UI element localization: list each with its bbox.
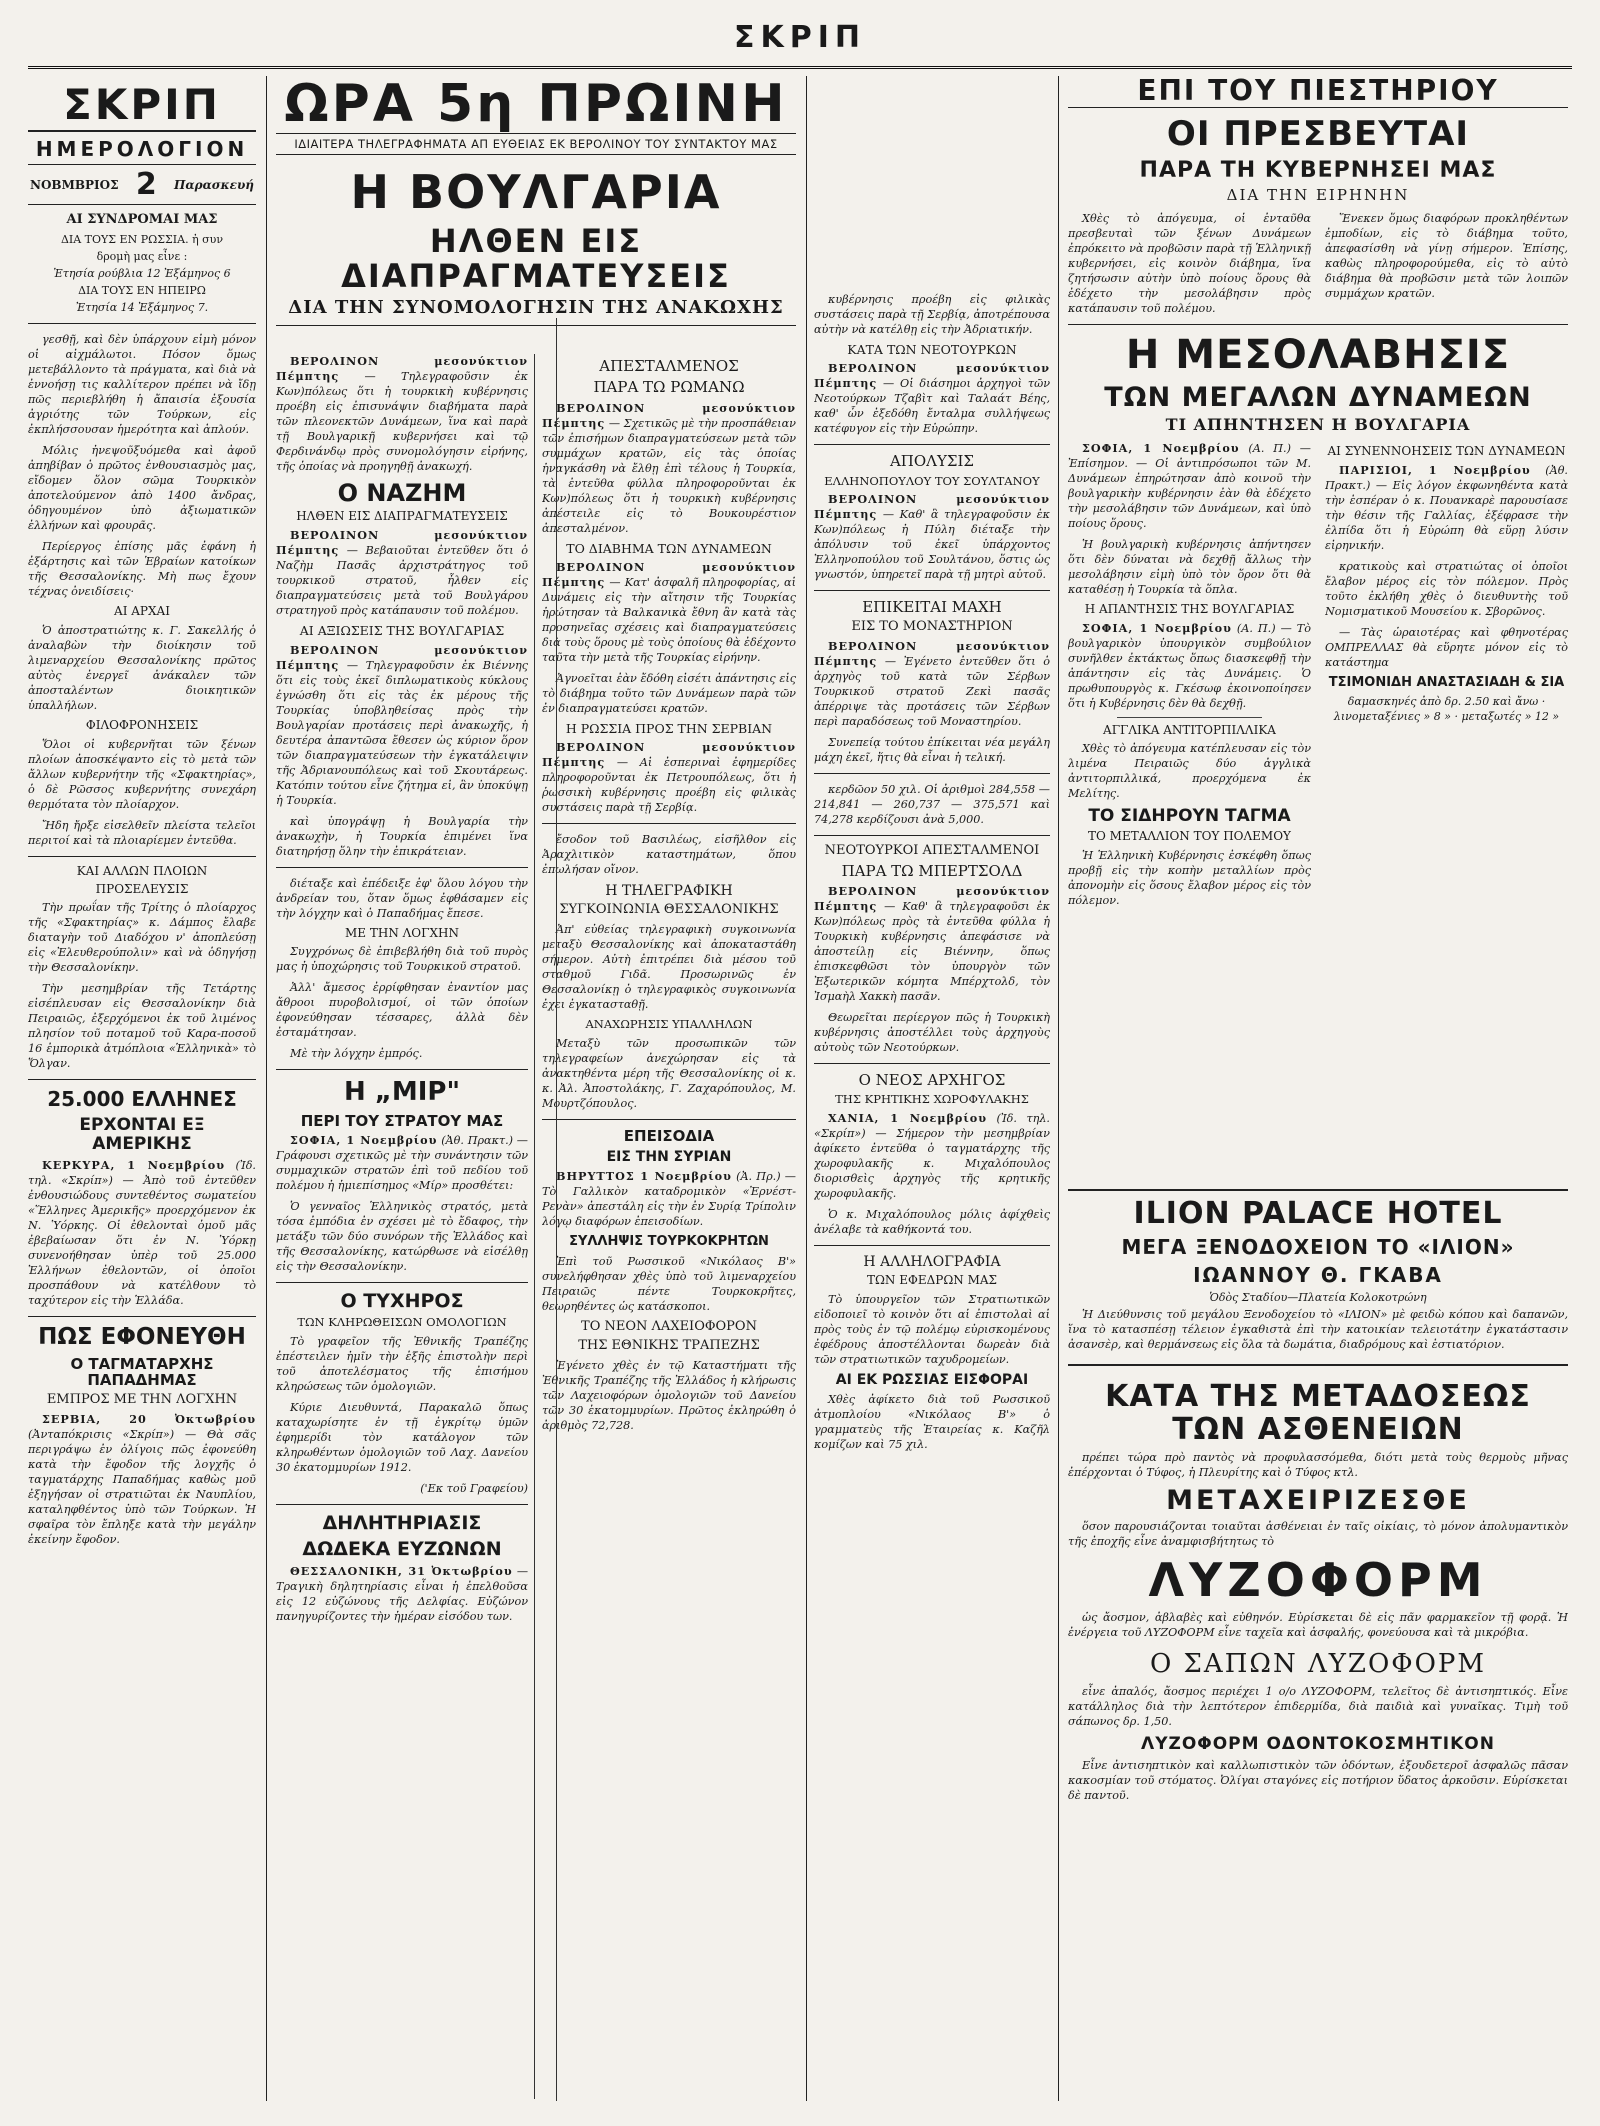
headline: ΤΗΣ ΕΘΝΙΚΗΣ ΤΡΑΠΕΖΗΣ bbox=[578, 1337, 760, 1353]
subs-title: ΑΙ ΣΥΝΔΡΟΜΑΙ ΜΑΣ bbox=[66, 212, 218, 228]
advert-headline: ΜΕΤΑΧΕΙΡΙΖΕΣΘΕ bbox=[1166, 1484, 1470, 1516]
subs-line: ΔΙΑ ΤΟΥΣ ΕΝ ΡΩΣΣΙΑ. ἡ συν bbox=[60, 233, 224, 247]
article-text: καὶ ὑπογράψῃ ἡ Βουλγαρία τὴν ἀνακωχὴν, ἡ Τουρκία ἐπιμένει ἵνα διατηρήσῃ ὅλην τὴν ἐπικράτειαν. bbox=[276, 814, 528, 858]
article-text: Ἕνεκεν ὅμως διαφόρων προκληθέντων ἐμποδίων, εἰς τὸ διάβημα τοῦτο, ἀπεφασίσθη νὰ γίνῃ σήμερον. Ἐπίσης, καθὼς πληροφορούμεθα, εἰς τὸ αὐτὸ διάβημα θὰ προβῶσιν μετὰ τῶν λοιπῶν συμμάχων κρατῶν. bbox=[1325, 211, 1568, 300]
hotel-address: Ὁδὸς Σταδίου—Πλατεία Κολοκοτρώνη bbox=[1209, 1290, 1427, 1304]
article-text: Μὲ τὴν λόγχην ἐμπρός. bbox=[290, 1047, 423, 1061]
masthead: ΣΚΡΙΠ bbox=[734, 20, 866, 55]
subs-line: ΔΙΑ ΤΟΥΣ ΕΝ ΗΠΕΙΡΩ bbox=[78, 284, 206, 298]
article-text: Τὴν μεσημβρίαν τῆς Τετάρτης εἰσέπλευσαν εἰς Θεσσαλονίκην διὰ Πειραιῶς, ἐξερχόμενοι ἐκ τοῦ λιμένος πλησίον τοῦ ποταμοῦ τοῦ Καρα-ποσοῦ 16 ἐμπορικὰ ἀτμόπλοια «Ἑλληνικὰ» τὸ Ὅλγαν. bbox=[28, 982, 256, 1071]
article-text: Χθὲς ἀφίκετο διὰ τοῦ Ρωσσικοῦ ἀτμοπλοίου «Νικόλαος Β'» ὁ γραμματεὺς τῆς Ἑταιρείας κ. Καζῆλ κομίζων καὶ 75 χιλ. bbox=[814, 1392, 1050, 1451]
hotel-name-greek: ΜΕΓΑ ΞΕΝΟΔΟΧΕΙΟΝ ΤΟ «ΙΛΙΟΝ» bbox=[1121, 1234, 1515, 1259]
headline: ΤΩΝ ΜΕΓΑΛΩΝ ΔΥΝΑΜΕΩΝ bbox=[1104, 381, 1532, 413]
article-text: — Βεβαιοῦται ἐντεῦθεν ὅτι ὁ Ναζὴμ Πασᾶς ἀρχιστράτηγος τοῦ τουρκικοῦ στρατοῦ, ἦλθεν εἰς διαπραγματεύσεις μετὰ τοῦ Βουλγάρου στρατηγοῦ πρὸς κατάπαυσιν τοῦ πολέμου. bbox=[276, 544, 528, 618]
dateline: ΒΕΡΟΛΙΝΟΝ μεσονύκτιον Πέμπτης bbox=[276, 528, 528, 558]
article-text: ἔσοδον τοῦ Βασιλέως, εἰσῆλθον εἰς Ἀραχλιτικὸν καταστημάτων, ὅπου ἐπωλήσαν οἴνον. bbox=[542, 833, 796, 877]
article-text: Χθὲς τὸ ἀπόγευμα κατέπλευσαν εἰς τὸν λιμένα Πειραιῶς δύο ἀγγλικὰ ἀντιτορπιλλικά, προερχόμενα ἐκ Μελίτης. bbox=[1068, 742, 1311, 801]
subheadline: ΗΛΘΕΝ ΕΙΣ ΔΙΑΠΡΑΓΜΑΤΕΥΣΕΙΣ bbox=[296, 509, 508, 524]
banner-subline: ΙΔΙΑΙΤΕΡΑ ΤΗΛΕΓΡΑΦΗΜΑΤΑ ΑΠ ΕΥΘΕΙΑΣ ΕΚ ΒΕΡΟΛΙΝΟΥ ΤΟΥ ΣΥΝΤΑΚΤΟΥ ΜΑΣ bbox=[276, 133, 796, 155]
article-text: Μόλις ἠνεψοῦξυόμεθα καὶ ἀφοῦ ἀπηβίβαν ὁ πρῶτος ἐνθουσιασμὸς μας, εἴδομεν ὅλον σῶμα Τουρκικὸν ἀποτελούμενον ἀπὸ 1400 ἄνδρας, ὁδηγουμένον ὑπὸ ἀξιωματικῶν ἑλλήνων καὶ φρουρᾶς. bbox=[28, 444, 256, 533]
article-text: Ὁ γενναῖος Ἑλληνικὸς στρατός, μετὰ τόσα ἐμπόδια ἐν σχέσει μὲ τὸ ἔδαφος, τὴν μετάξυ τῶν δύο συνόρων τῆς Ἑλλάδος καὶ τῆς Θεσσαλονίκης, κατώρθωσε νὰ εἰσέλθῃ εἰς τὴν Θεσσαλονίκην. bbox=[276, 1200, 528, 1274]
headline: ΔΗΛΗΤΗΡΙΑΣΙΣ bbox=[322, 1511, 482, 1534]
advert-text: εἶνε ἁπαλός, ἄοσμος περιέχει 1 ο/ο ΛΥΖΟΦΟΡΜ, τελεῖτος δὲ ἀντισηπτικός. Εἶνε κατάλληλος διὰ τὴν λεπτότερον ἐπιδερμίδα, διὰ παιδιὰ καὶ γυναῖκας. Τιμὴ τοῦ σάπωνος δρ. 1,50. bbox=[1068, 1684, 1568, 1728]
subs-line: Ἐτησία 14 Ἐξάμηνος 7. bbox=[75, 301, 209, 315]
article-text: (Α. Π.) — Τὸ βουλγαρικὸν ὑπουργικὸν συμβούλιον συνῆλθεν ἐκτάκτως ὅπως διασκεφθῇ τὴν ἀπάντησιν εἰς τὰς Δυνάμεις. Ὁ πρωθυπουργὸς κ. Γκέσωφ ἐκοινοποίησεν ὅτι ἡ Κυβέρνησις δὲν θὰ δεχθῇ. bbox=[1068, 621, 1311, 710]
article-text: Ὁ κ. Μιχαλόπουλος μόλις ἀφίχθεὶς ἀνέλαβε τὰ καθήκοντά του. bbox=[814, 1207, 1050, 1236]
main-headline: Η ΒΟΥΛΓΑΡΙΑ bbox=[350, 165, 722, 220]
article-text: — Τηλεγραφοῦσιν ἐκ Βιέννης ὅτι εἰς τοὺς ἐκεῖ διπλωματικοὺς κύκλους ἐγνώσθη ὅτι εἰς τὰς ἐκ μέρους τῆς Τουρκίας ὑποβληθείσας πρὸς τὴν Βουλγαρίαν προτάσεις περὶ ἀνακωχῆς, ἡ δευτέρα ἀπαντῶσα ἔθεσεν ὡς κύριον ὅρον τῶν διαπραγματεύσεων τὴν ἐγκατάλειψιν τῆς Ἀδριανουπόλεως καὶ τοῦ Σκουτάρεως. Κατόπιν τούτου εἶνε ζήτημα εἰ, ἃν ὑποκύψῃ ἡ Τουρκία. bbox=[276, 658, 528, 807]
advert-prices: δαμασκηνές ἀπὸ δρ. 2.50 καὶ ἄνω · λινομεταξένιες » 8 » · μεταξωτές » 12 » bbox=[1333, 694, 1560, 723]
article-text: — Τὰς ὡραιοτέρας καὶ φθηνοτέρας ΟΜΠΡΕΛΛΑΣ θὰ εὕρητε μόνον εἰς τὸ κατάστημα bbox=[1325, 625, 1568, 669]
dateline: ΣΟΦΙΑ, 1 Νοεμβρίου bbox=[290, 1133, 438, 1148]
article-text: κρατικοὺς καὶ στρατιώτας οἱ ὁποῖοι ἔλαβον μέρος εἰς τὸν πόλεμον. Πρὸς τοῦτο ἐκλήθη χθὲς ὁ διευθυντὴς τοῦ Νομισματικοῦ Μουσείου κ. Σβορῶνος. bbox=[1325, 559, 1568, 618]
article-text: Θεωρεῖται περίεργον πῶς ἡ Τουρκικὴ κυβέρνησις ἀποστέλλει τοὺς ἀρχηγοὺς αὐτοὺς τῶν Νεοτούρκων. bbox=[814, 1011, 1050, 1055]
headline: ΤΟ ΣΙΔΗΡΟΥΝ ΤΑΓΜΑ bbox=[1088, 806, 1291, 827]
date-weekday: Παρασκευή bbox=[174, 177, 254, 192]
subs-line: δρομὴ μας εἶνε : bbox=[96, 250, 188, 264]
article-text: Συγχρόνως δὲ ἐπιβεβλήθη διὰ τοῦ πυρὸς μας ἡ ὑποχώρησις τοῦ Τουρκικοῦ στρατοῦ. bbox=[276, 945, 528, 974]
divider bbox=[814, 444, 1050, 445]
subheadline: ΑΙ ΑΞΙΩΣΕΙΣ ΤΗΣ ΒΟΥΛΓΑΡΙΑΣ bbox=[299, 623, 505, 639]
dateline: ΒΗΡΥΤΤΟΣ 1 Νοεμβρίου bbox=[556, 1169, 732, 1184]
advert-headline: ΚΑΤΑ ΤΗΣ ΜΕΤΑΔΟΣΕΩΣ ΤΩΝ ΑΣΘΕΝΕΙΩΝ bbox=[1105, 1378, 1531, 1447]
article-text: Κύριε Διευθυντά, Παρακαλῶ ὅπως καταχωρίσητε ἐν τῇ ἐγκρίτῳ ὑμῶν ἐφημερίδι τὸν κατάλογον τῶν κληρωθέντων ὁμολογιῶν τοῦ Λαχ. Δανείου 30 ἑκατομμυρίων 1912. bbox=[276, 1400, 528, 1474]
headline: ΣΥΓΚΟΙΝΩΝΙΑ ΘΕΣΣΑΛΟΝΙΚΗΣ bbox=[559, 902, 779, 918]
dateline: ΠΑΡΙΣΙΟΙ, 1 Νοεμβρίου bbox=[1339, 462, 1531, 477]
article-text: Ἤδη ἤρξε εἰσελθεῖν πλείστα τελεῖοι περιτοί καὶ τὰ πλοιαρίεμεν ἐντεῦθα. bbox=[28, 818, 256, 847]
headline: ΕΙΣ ΤΗΝ ΣΥΡΙΑΝ bbox=[606, 1149, 732, 1165]
main-headline-tag: ΔΙΑ ΤΗΝ ΣΥΝΟΜΟΛΟΓΗΣΙΝ ΤΗΣ ΑΝΑΚΩΧΗΣ bbox=[288, 297, 784, 319]
headline: Ο ΝΑΖΗΜ bbox=[337, 479, 467, 507]
divider bbox=[1068, 324, 1568, 325]
headline: ΑΠΟΛΥΣΙΣ bbox=[889, 452, 975, 471]
article-text: Χθὲς τὸ ἀπόγευμα, οἱ ἐνταῦθα πρεσβευταὶ τῶν ξένων Δυνάμεων ἐπρόκειτο νὰ προβῶσιν παρὰ τῇ Ἑλληνικῇ κυβερνήσει, εἰς κοινὸν διάβημα, ἵνα ζητήσωσιν αὐτὴν ὑπὸ ποίους ὅρους θὰ ἐδέχετο τὴν μεσολάβησιν πρὸς κατάπαυσιν τοῦ πολέμου. bbox=[1068, 211, 1311, 315]
article-text: Ἐγένετο χθὲς ἐν τῷ Καταστήματι τῆς Ἐθνικῆς Τραπέζης τῆς Ἑλλάδος ἡ κλήρωσις τῶν Λαχειοφόρων ὁμολογιῶν τοῦ Δανείου τῶν 30 ἑκατομμυρίων. Πρῶτος ἐκληρώθη ὁ ἀριθμὸς 72,728. bbox=[542, 1358, 796, 1432]
article-text: Τὴν πρωΐαν τῆς Τρίτης ὁ πλοίαρχος τῆς «Σφακτηρίας» κ. Δάμπος ἔλαβε διαταγὴν τοῦ Διαδόχου ν' ἀποπλεύσῃ εἰς «Ἐλευθερούπολιν» καὶ νὰ ὁδηγήσῃ τὴν Θεσσαλονίκην. bbox=[28, 901, 256, 975]
third-column bbox=[814, 292, 1050, 2100]
headline: ΑΠΕΣΤΑΛΜΕΝΟΣ bbox=[599, 357, 739, 375]
article-text: Ἀπ' εὐθείας τηλεγραφικὴ συγκοινωνία μεταξὺ Θεσσαλονίκης καὶ ἀποκαταστάθη σήμερον. Αὐτὴ ἐπιτρέπει διὰ μέσου τοῦ σταθμοῦ Γιδᾶ. Προσωρινῶς ἐν Θεσσαλονίκῃ ὁ τηλεγραφικὸς συγκοινωνία ἐχει ἐγκατασταθῇ. bbox=[542, 923, 796, 1012]
hotel-advert bbox=[1068, 1189, 1568, 1366]
subheadline: ΤΟ ΜΕΤΑΛΛΙΟΝ ΤΟΥ ΠΟΛΕΜΟΥ bbox=[1088, 828, 1291, 843]
article-text: Ἀγνοεῖται ἐὰν ἔδόθη εἰσέτι ἀπάντησις εἰς τὸ διάβημα τοῦτο τῶν Δυνάμεων παρὰ τῶν ἐν διαπραγματεύσει κρατῶν. bbox=[542, 671, 796, 715]
divider bbox=[814, 590, 1050, 591]
headline: ΟΙ ΠΡΕΣΒΕΥΤΑΙ bbox=[1166, 113, 1470, 154]
article-text: διέταξε καὶ ἐπέδειξε ἐφ' ὅλου λόγου τὴν ἀνδρείαν του, ὅταν ὅμως ἐφθάσαμεν εἰς τὴν λόγχην καὶ ὁ Παπαδήμας ἔπεσε. bbox=[276, 876, 528, 920]
subheadline: ΔΙΑ ΤΗΝ ΕΙΡΗΝΗΝ bbox=[1226, 186, 1410, 205]
advert-text: ὅσον παρουσιάζονται τοιαῦται ἀσθένειαι ἐν ταῖς οἰκίαις, τὸ μόνον ἀπολυμαντικὸν τῆς ἐποχῆς εἶνε ἀναμφισβήτητως τὸ bbox=[1068, 1520, 1568, 1549]
headline: ΑΙ ΕΚ ΡΩΣΣΙΑΣ ΕΙΣΦΟΡΑΙ bbox=[835, 1371, 1029, 1388]
column-rule bbox=[1058, 76, 1059, 2101]
dateline: ΒΕΡΟΛΙΝΟΝ μεσονύκτιον Πέμπτης bbox=[542, 559, 796, 589]
article-text: Ἡ Ἑλληνικὴ Κυβέρνησις ἐσκέφθη ὅπως προβῇ εἰς τὴν κοπὴν μεταλλίων πρὸς ἀπονομὴν εἰς ὅσους ἔλαβον μέρος εἰς τὸν πόλεμον. bbox=[1068, 848, 1311, 907]
dateline: ΒΕΡΟΛΙΝΟΝ μεσονύκτιον Πέμπτης bbox=[276, 354, 528, 383]
subheadline: Η ΡΩΣΣΙΑ ΠΡΟΣ ΤΗΝ ΣΕΡΒΙΑΝ bbox=[565, 720, 773, 736]
hotel-text: Ἡ Διεύθυνσις τοῦ μεγάλου Ξενοδοχείου τὸ «ΙΛΙΟΝ» μὲ φειδὼ κόπου καὶ δαπανῶν, ἵνα τὸ κατασπέσῃ τέλειον ἐγκαθιστὰ ἐπὶ τὴν κατοικίαν τελειοτάτην ἐγκατάστασιν ἀσανσὲρ, καὶ θερμάνσεως εἰς ὅλα τὰ δωμάτια, διαδρόμους καὶ ἑστιατόριον. bbox=[1068, 1307, 1568, 1351]
right-block bbox=[1068, 76, 1568, 2101]
article-text: Ὅλοι οἱ κυβερνῆται τῶν ξένων πλοίων ἀποσκέψαντο εἰς τὸ μετὰ τῶν ἄλλων κυβερνήτην τῆς «Σφακτηρίας», ὁ δὲ Ρῶσσος κυβερνήτης συνεχάρη θερμότατα τὸν πλοίαρχον. bbox=[28, 737, 256, 811]
advert-text: ὡς ἄοσμον, ἀβλαβὲς καὶ εὐθηνόν. Εὑρίσκεται δὲ εἰς πᾶν φαρμακεῖον τῇ φορᾷ. Ἡ ἐνέργεια τοῦ ΛΥΖΟΦΟΡΜ εἶνε ταχεῖα καὶ ἀσφαλής, φονεύουσα καὶ τὰ μικρόβια. bbox=[1068, 1610, 1568, 1639]
article-text: Τὸ ὑπουργεῖον τῶν Στρατιωτικῶν εἰδοποιεῖ τὸ κοινὸν ὅτι αἱ ἐπιστολαὶ αἱ πρὸς τοὺς ἐν τῷ πολέμῳ εὑρισκομένους ἐφέδρους ἀποστέλλονται δωρεὰν διὰ τῶν στρατιωτικῶν ταχυδρομείων. bbox=[814, 1292, 1050, 1366]
dateline: ΣΟΦΙΑ, 1 Νοεμβρίου bbox=[1082, 440, 1240, 455]
dateline: ΣΟΦΙΑ, 1 Νοεμβρίου bbox=[1082, 620, 1232, 635]
headline: 25.000 ΕΛΛΗΝΕΣ bbox=[47, 1087, 237, 1112]
dateline: ΒΕΡΟΛΙΝΟΝ μεσονύκτιον Πέμπτης bbox=[814, 884, 1050, 914]
advert-brand: ΛΥΖΟΦΟΡΜ bbox=[1148, 1553, 1488, 1608]
headline: ΠΑΡΑ ΤΩ ΡΩΜΑΝΩ bbox=[593, 378, 745, 397]
headline: Η „ΜΙΡ" bbox=[343, 1077, 461, 1108]
section-heading: ΚΑΙ ΑΛΛΩΝ ΠΛΟΙΩΝ bbox=[76, 863, 208, 878]
main-headline-sub: ΗΛΘΕΝ ΕΙΣ ΔΙΑΠΡΑΓΜΑΤΕΥΣΕΙΣ bbox=[341, 221, 731, 295]
article-text: Ἡ βουλγαρικὴ κυβέρνησις ἀπήντησεν ὅτι δὲν δύναται νὰ δεχθῇ ἄλλως τὴν μεσολάβησιν εἰμὴ ὑπὸ τὸν ὅρον ὅτι θὰ καταθέσῃ ἡ Τουρκία τὰ ὅπλα. bbox=[1068, 537, 1311, 596]
divider bbox=[1117, 717, 1263, 718]
advert-text: Εἶνε ἀντισηπτικὸν καὶ καλλωπιστικὸν τῶν ὀδόντων, ἐξουδετεροῖ ἀσφαλῶς πᾶσαν κακοσμίαν τοῦ στόματος. Ὀλίγαι σταγόνες εἰς ποτήριον ὕδατος ἀρκοῦσιν. Εὑρίσκεται δὲ παντοῦ. bbox=[1068, 1758, 1568, 1802]
headline: ΔΩΔΕΚΑ ΕΥΖΩΝΩΝ bbox=[302, 1538, 502, 1561]
divider bbox=[814, 1063, 1050, 1064]
subheadline: ΕΛΛΗΝΟΠΟΥΛΟΥ ΤΟΥ ΣΟΥΛΤΑΝΟΥ bbox=[824, 473, 1040, 488]
subheadline: ΤΩΝ ΚΛΗΡΩΘΕΙΣΩΝ ΟΜΟΛΟΓΙΩΝ bbox=[297, 1315, 507, 1330]
headline: Ο ΤΥΧΗΡΟΣ bbox=[340, 1290, 464, 1313]
article-text: — Καθ' ἃ τηλεγραφοῦσιν ἐκ Κων)πόλεως ἡ Πύλη διέταξε τὴν ἀπόλυσιν τοῦ ἐκεῖ ὑπάρχοντος Ἑλληνοπούλου τοῦ Σουλτάνου, ὅστις ὡς γνωστόν, ὑπηρετεῖ παρὰ τῇ μητρὶ αὐτοῦ. bbox=[814, 507, 1050, 581]
dateline: ΚΕΡΚΥΡΑ, 1 Νοεμβρίου bbox=[42, 1157, 225, 1172]
hotel-owner: ΙΩΑΝΝΟΥ Θ. ΓΚΑΒΑ bbox=[1193, 1262, 1443, 1287]
subheadline: ΤΩΝ ΕΦΕΔΡΩΝ ΜΑΣ bbox=[866, 1272, 998, 1287]
article-text: Συνεπείᾳ τούτου ἐπίκειται νέα μεγάλη μάχη ἐκεῖ, ἥτις θὰ εἶναι ἡ τελική. bbox=[814, 736, 1050, 765]
article-text: (Ἀθ. Πρακτ.) — Γράφουσι σχετικῶς μὲ τὴν συνάντησιν τῶν συμμαχικῶν στρατῶν ἐπὶ τοῦ πεδίου τοῦ πολέμου ἡ ἡμιεπίσημος «Μίρ» προσθέτει: bbox=[276, 1134, 528, 1193]
banner-headline: ΩΡΑ 5η ΠΡΩΙΝΗ bbox=[284, 76, 788, 134]
dateline: ΒΕΡΟΛΙΝΟΝ μεσονύκτιον Πέμπτης bbox=[542, 740, 796, 770]
article-text: Ἀλλ' ἄμεσος ἐρρίφθησαν ἐναντίον μας ἄθροοι πυροβολισμοί, οἱ τῶν ὁποίων ἐφονεύθησαν τέσσαρες, ἀλλὰ δὲν ἐσταμάτησαν. bbox=[276, 981, 528, 1040]
subheadline: ΚΑΤΑ ΤΩΝ ΝΕΟΤΟΥΡΚΩΝ bbox=[847, 342, 1017, 357]
date-month: ΝΟΒΜΒΡΙΟΣ bbox=[30, 177, 119, 192]
article-text: Ὁ ἀποστρατιώτης κ. Γ. Σακελλής ὁ ἀναλαβὼν τὴν διοίκησιν τοῦ λιμεναρχείου Θεσσαλονίκης πρῶτος αὐτὸς ἐνεργεῖ ἀνάκαλεν τῶν ἀποσταλέντων διοικητικῶν ὑπαλλήλων. bbox=[28, 623, 256, 712]
article-text: γεσθῇ, καὶ δὲν ὑπάρχουν εἰμὴ μόνον οἱ αἰχμάλωτοι. Πόσον ὅμως μετεβάλλοντο τὰ πράγματα, καὶ διὰ νὰ ἐννοήσῃ τις καλλίτερον πρέπει νὰ ἴδῃ πῶς περιεβλήθη ἡ ἄπαισία ἐξουσία ἀγριότης τῶν Τούρκων, εἰς ἐκπλήσσουσαν ἡμερότητα καὶ ἁπλούν. bbox=[28, 333, 256, 437]
article-text: — Καθ' ἃ τηλεγραφοῦσι ἐκ Κων)πόλεως πρὸς τὰ ἐντεῦθα φύλλα ἡ Τουρκικὴ κυβέρνησις ἀπεφάσισε νὰ ἀποστείλῃ εἰς Βιέννην, ὅπως ἐπισκεφθῶσι τὸν ὑπουργὸν τῶν Ἐξωτερικῶν κόμητα Μπέρχτολδ, τὸν Ἰσμαὴλ Χακκὴ πασᾶν. bbox=[814, 900, 1050, 1004]
article-text: Μεταξὺ τῶν προσωπικῶν τῶν τηλεγραφείων ἀνεχώρησαν εἰς τὰ ἀνακτηθέντα μέρη τῆς Θεσσαλονίκης οἱ κ. κ. Ἀλ. Ἀποστολάκης, Γ. Ζαχαρόπουλος, Μ. Μουρτζόπουλος. bbox=[542, 1036, 796, 1110]
headline: ΕΠΕΙΣΟΔΙΑ bbox=[623, 1126, 715, 1145]
headline: ΕΡΧΟΝΤΑΙ ΕΞ ΑΜΕΡΙΚΗΣ bbox=[79, 1115, 205, 1154]
article-text: — Ἐγένετο ἐντεῦθεν ὅτι ὁ ἀρχηγὸς τοῦ κατὰ τῶν Σέρβων Τουρκικοῦ στρατοῦ Ζεκὶ πασᾶς ἀπέρριψε τὰς προτάσεις τῶν Σέρβων περὶ παραδόσεως τοῦ Μοναστηρίου. bbox=[814, 655, 1050, 729]
article-text: — Οἱ διάσημοι ἀρχηγοὶ τῶν Νεοτούρκων Τζαβὶτ καὶ Ταλαάτ Βέης, καθ' ὧν ἐξεδόθη ἔνταλμα συλλήψεως κατέφυγον εἰς τὴν Εὐρώπην. bbox=[814, 377, 1050, 436]
subheadline: ΤΙ ΑΠΗΝΤΗΣΕΝ Η ΒΟΥΛΓΑΡΙΑ bbox=[1165, 415, 1471, 435]
article-text: κερδῶον 50 χιλ. Οἱ ἀριθμοὶ 284,558 — 214,841 — 260,737 — 375,571 καὶ 74,278 κερδίζουσι ἀνὰ 5,000. bbox=[814, 783, 1050, 827]
article-text: (Α. Π.) — Ἐπίσημον. — Οἱ ἀντιπρόσωποι τῶν Μ. Δυνάμεων ἐπηρώτησαν ἀπὸ κοινοῦ τὴν βουλγαρικὴν κυβέρνησιν ἐὰν θὰ ἐδέχετο τὴν μεσολάβησιν τῶν Δυνάμεων, καὶ ὑπὸ ποίους ὅρους. bbox=[1068, 441, 1311, 530]
article-text: Περίεργος ἐπίσης μᾶς ἐφάνη ἡ ἐξάρτησις καὶ τῶν Ἑβραίων κατοίκων τῆς Θεσσαλονίκης. Μὴ πως ἔχουν τέχνας ὀνειδίσεις· bbox=[28, 540, 256, 599]
headline: ΣΥΛΛΗΨΙΣ ΤΟΥΡΚΟΚΡΗΤΩΝ bbox=[569, 1234, 769, 1250]
article-text: (Ἰδ. τηλ. «Σκρίπ») — Ἀπὸ τοῦ ἐντεῦθεν ἐνθουσιώδους συντεθέντος σωματείου «Ἕλληνες Ἀμερικῆς» προερχόμενον ἐκ Ν. Ὑόρκης. Οἱ ἐθελονταὶ ὁμοῦ μᾶς ἐβεβαίωσαν ὅτι ἐν Ν. Ὑόρκῃ συνενοήθησαν ὑπὲρ τοῦ 25.000 Ἑλλήνων ἐθελοντῶν, οἱ ὁποῖοι προσπάθουν νὰ κατέλθουν τὸ ταχύτερον εἰς τὴν Ἑλλάδα. bbox=[28, 1158, 256, 1307]
section-heading: ΦΙΛΟΦΡΟΝΗΣΕΙΣ bbox=[85, 717, 199, 732]
article-text: ('Εκ τοῦ Γραφείου) bbox=[420, 1481, 528, 1495]
dateline: ΒΕΡΟΛΙΝΟΝ μεσονύκτιον Πέμπτης bbox=[276, 642, 528, 672]
headline: ΤΟ ΝΕΟΝ ΛΑΧΕΙΟΦΟΡΟΝ bbox=[581, 1318, 757, 1334]
headline: ΕΠΙΚΕΙΤΑΙ ΜΑΧΗ bbox=[862, 597, 1002, 616]
dateline: ΒΕΡΟΛΙΝΟΝ μεσονύκτιον Πέμπτης bbox=[814, 491, 1050, 521]
headline: Η ΑΛΛΗΛΟΓΡΑΦΙΑ bbox=[863, 1253, 1001, 1270]
subheadline: ΑΓΓΛΙΚΑ ΑΝΤΙΤΟΡΠΙΛΛΙΚΑ bbox=[1103, 722, 1276, 737]
divider bbox=[814, 1245, 1050, 1246]
calendar-title: ΗΜΕΡΟΛΟΓΙΟΝ bbox=[35, 137, 249, 162]
headline: ΠΕΡΙ ΤΟΥ ΣΤΡΑΤΟΥ ΜΑΣ bbox=[300, 1111, 504, 1130]
advert-text: πρέπει τώρα πρὸ παντὸς νὰ προφυλασσόμεθα, διότι μετὰ τοὺς θερμοὺς μῆνας ἐπέρχονται ὁ Τύφος, ἡ Πλευρίτης καὶ ὁ Τύφος κτλ. bbox=[1068, 1450, 1568, 1479]
subheadline: ΤΟ ΔΙΑΒΗΜΑ ΤΩΝ ΔΥΝΑΜΕΩΝ bbox=[566, 540, 772, 556]
advert-name: ΤΣΙΜΟΝΙΔΗ ΑΝΑΣΤΑΣΙΑΔΗ & ΣΙΑ bbox=[1328, 674, 1565, 690]
headline: ΠΩΣ ΕΦΟΝΕΥΘΗ bbox=[38, 1323, 246, 1350]
article-text: (Ἀ. Πρ.) — Τὸ Γαλλικὸν καταδρομικὸν «Ἐρνέστ-Ρενὰν» ἀπεστάλη εἰς τὴν ἐν Συρίᾳ Τρίπολιν λόγῳ διαφόρων ἐπεισοδίων. bbox=[542, 1170, 796, 1229]
hotel-name: ILION PALACE HOTEL bbox=[1133, 1195, 1503, 1231]
headline: ΠΑΡΑ ΤΩ ΜΠΕΡΤΣΟΛΔ bbox=[841, 861, 1023, 880]
dateline: ΣΕΡΒΙΑ, 20 Ὀκτωβρίου bbox=[42, 1411, 256, 1426]
article-text: — Αἱ ἐσπεριναὶ ἐφημερίδες πληροφοροῦνται ἐκ Πετρουπόλεως, ὅτι ἡ ῥωσσικὴ κυβέρνησις προέβη εἰς φιλικὰς συστάσεις παρὰ τῇ Σερβίᾳ. bbox=[542, 756, 796, 815]
article-text: κυβέρνησις προέβη εἰς φιλικὰς συστάσεις παρὰ τῇ Σερβίᾳ, ἀποτρέπουσα αὐτὴν νὰ κατέλθῃ εἰς τὴν Ἀδριατικήν. bbox=[814, 293, 1050, 336]
dateline: ΘΕΣΣΑΛΟΝΙΚΗ, 31 Ὀκτωβρίου bbox=[290, 1564, 513, 1579]
subheadline: ΕΙΣ ΤΟ ΜΟΝΑΣΤΗΡΙΟΝ bbox=[851, 619, 1013, 635]
headline: ΝΕΟΤΟΥΡΚΟΙ ΑΠΕΣΤΑΛΜΕΝΟΙ bbox=[824, 843, 1040, 859]
dateline: ΒΕΡΟΛΙΝΟΝ μεσονύκτιον Πέμπτης bbox=[542, 400, 796, 430]
article-text: — Κατ' ἀσφαλῆ πληροφορίας, αἱ Δυνάμεις εἰς τὴν αἴτησιν τῆς Τουρκίας ἠρώτησαν τὰ Βαλκανικὰ ἔθνη ἂν κατὰ τὰς προσηνεῖας σχέσεις καὶ διαπραγματεύσεις διὰ τοὺς ὅρους μὲ τοὺς ὁποίους θὰ ἐδέχοντο ταῦτα τὴν μετὰ τῆς Τουρκίας εἰρήνην. bbox=[542, 575, 796, 664]
advert-headline: Ο ΣΑΠΩΝ ΛΥΖΟΦΟΡΜ bbox=[1149, 1648, 1487, 1679]
subheadline: Η ΑΠΑΝΤΗΣΙΣ ΤΗΣ ΒΟΥΛΓΑΡΙΑΣ bbox=[1084, 601, 1295, 616]
column-rule bbox=[806, 76, 807, 2101]
subs-line: Ἐτησία ρούβλια 12 Ἐξάμηνος 6 bbox=[53, 267, 231, 281]
subheadline: ΤΗΣ ΚΡΗΤΙΚΗΣ ΧΩΡΟΦΥΛΑΚΗΣ bbox=[835, 1092, 1029, 1107]
headline: ΠΑΡΑ ΤΗ ΚΥΒΕΡΝΗΣΕΙ ΜΑΣ bbox=[1139, 158, 1497, 184]
date-day: 2 bbox=[135, 167, 157, 203]
section-heading: ΠΡΟΣΕΛΕΥΣΙΣ bbox=[95, 881, 189, 896]
headline: Η ΤΗΛΕΓΡΑΦΙΚΗ bbox=[605, 883, 733, 900]
article-text: Ἐπὶ τοῦ Ρωσσικοῦ «Νικόλαος Β'» συνελήφθησαν χθὲς ὑπὸ τοῦ λιμεναρχείου Πειραιῶς πέντε Τουρκοκρῆτες, θεωρηθέντες ὡς κατάσκοποι. bbox=[542, 1254, 796, 1313]
article-text: (Ἀνταπόκρισις «Σκρίπ») — Θὰ σᾶς περιγράψω ἐν ὀλίγοις πῶς ἐφονεύθη κατὰ τὴν ἔφοδον τῆς λογχῆς ὁ ταγματάρχης Παπαδήμας καθὼς μοῦ ἐξηγήσαν οἱ στρατιῶται ἐκ Ναυπλίου, καταληφθέντος ὑπὸ τῶν Τούρκων. Ἡ σφαῖρα τὸν ἔπληξε κατὰ τὴν μεγάλην ἐκείνην ἔφοδον. bbox=[28, 1427, 256, 1546]
article-text: (Ἰδ. τηλ. «Σκρίπ») — Σήμερον τὴν μεσημβρίαν ἀφίκετο ἐντεῦθα ὁ ταγματάρχης τῆς χωροφυλακῆς κ. Μιχαλόπουλος διορισθεὶς ἀρχηγὸς τῆς κρητικῆς χωροφυλακῆς. bbox=[814, 1111, 1050, 1200]
section-heading: ΑΙ ΑΡΧΑΙ bbox=[114, 604, 170, 619]
dateline: ΒΕΡΟΛΙΝΟΝ μεσονύκτιον Πέμπτης bbox=[814, 639, 1050, 669]
headline: Η ΜΕΣΟΛΑΒΗΣΙΣ bbox=[1125, 331, 1511, 378]
article-text: (Ἀθ. Πρακτ.) — Εἰς λόγον ἐκφωνηθέντα κατὰ τὴν ἑσπέραν ὁ κ. Πουανκαρὲ παρουσίασε τὴν θέσιν τῆς Γαλλίας, ἐξέφρασε τὴν ἐλπίδα ὅτι ἡ Εὐρώπη θὰ εὕρῃ λύσιν εἰρηνικήν. bbox=[1325, 463, 1568, 552]
article-text: Τὸ γραφεῖον τῆς Ἐθνικῆς Τραπέζης ἐπέστειλεν ἡμῖν τὴν ἑξῆς ἐπιστολὴν περὶ τοῦ ἀποτελέσματος τῆς ἐπισήμου κληρώσεως τῶν ὁμολογιῶν. bbox=[276, 1334, 528, 1393]
subheadline: ΕΜΠΡΟΣ ΜΕ ΤΗΝ ΛΟΓΧΗΝ bbox=[46, 1391, 238, 1407]
dateline: ΧΑΝΙΑ, 1 Νοεμβρίου bbox=[828, 1110, 987, 1125]
left-logo: ΣΚΡΙΠ bbox=[28, 82, 256, 132]
divider bbox=[814, 835, 1050, 836]
divider bbox=[814, 773, 1050, 774]
dateline: ΒΕΡΟΛΙΝΟΝ μεσονύκτιον Πέμπτης bbox=[814, 361, 1050, 391]
article-text: — Τραγικὴ δηλητηρίασις εἶναι ἡ ἐπελθοῦσα εἰς 12 εὐζώνους τῆς Δελφίας. Εὐζώνον πανηγυρίζοντες τὴν ἡμέραν εἰσόδου των. bbox=[276, 1565, 528, 1624]
headline: Ο ΝΕΟΣ ΑΡΧΗΓΟΣ bbox=[858, 1071, 1006, 1090]
subheadline: ΑΙ ΣΥΝΕΝΝΟΗΣΕΙΣ ΤΩΝ ΔΥΝΑΜΕΩΝ bbox=[1327, 443, 1566, 458]
subheadline: ΜΕ ΤΗΝ ΛΟΓΧΗΝ bbox=[345, 925, 459, 940]
subheadline: ΑΝΑΧΩΡΗΣΙΣ ΥΠΑΛΛΗΛΩΝ bbox=[585, 1017, 753, 1032]
headline: Ο ΤΑΓΜΑΤΑΡΧΗΣ ΠΑΠΑΔΗΜΑΣ bbox=[70, 1354, 214, 1390]
article-text: — Τηλεγραφοῦσιν ἐκ Κων)πόλεως ὅτι ἡ τουρκικὴ κυβέρνησις προέβη εἰς ἐπισυνάψιν διαβήματα παρὰ τῶν πλεονεκτῶν Δυνάμεων, ἵνα καὶ παρὰ τῇ Βουλγαρικῇ κυβερνήσει καὶ τῷ Φερδινάνδῳ πρὸς συνομολόγησιν εἰρήνης, τῆς ὁποίας νὰ προηγηθῇ ἀνακωχή. bbox=[276, 370, 528, 473]
advert-headline: ΛΥΖΟΦΟΡΜ ΟΔΟΝΤΟΚΟΣΜΗΤΙΚΟΝ bbox=[1141, 1733, 1495, 1754]
article-text: — Σχετικῶς μὲ τὴν προσπάθειαν τῶν ἐπισήμων διαπραγματεύσεων μετὰ τῶν συμμάχων κρατῶν, εἰς τὰς ὁποίας ἠναγκάσθη νὰ ἔλθῃ ἐπὶ τέλους ἡ Τουρκία, τὰ ἐντεῦθα φύλλα πληροφοροῦνται ἐκ Κων)πόλεως ὅτι ἡ τουρκικὴ κυβέρνησις ἀπέστειλε εἰς τὸ Βουκουρέστιον ἀπεσταλμένον. bbox=[542, 416, 796, 535]
press-header: ΕΠΙ ΤΟΥ ΠΙΕΣΤΗΡΙΟΥ bbox=[1068, 76, 1568, 108]
